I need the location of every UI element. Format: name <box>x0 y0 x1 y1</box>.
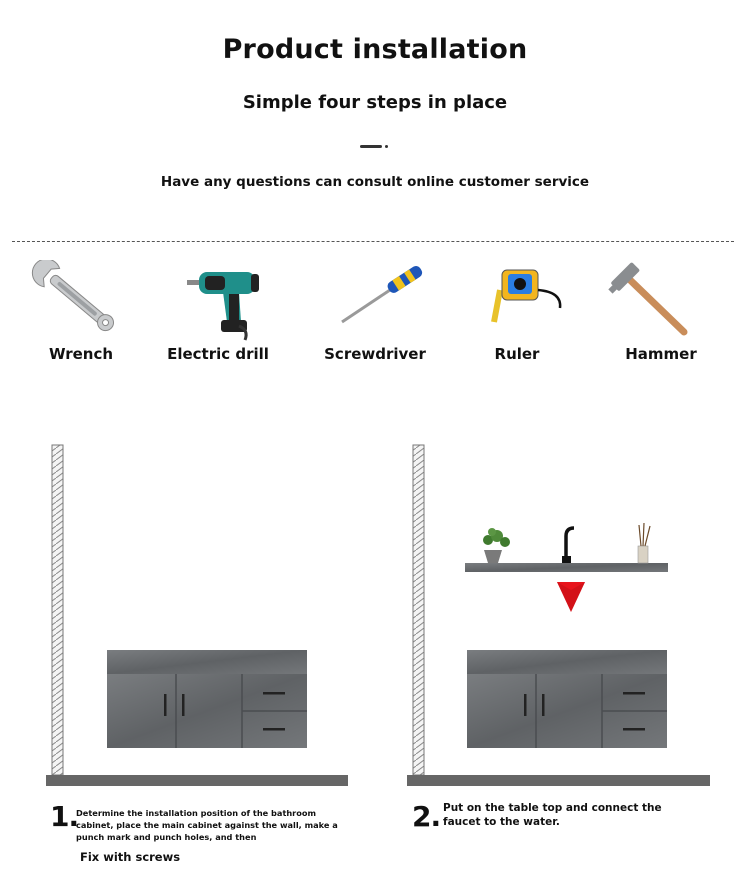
hammer-icon <box>586 260 736 345</box>
screwdriver-icon <box>300 260 450 345</box>
tool-label: Screwdriver <box>324 345 426 363</box>
step-description: Determine the installation position of the bathroom cabinet, place the main cabinet against the wall, make a punch mark and punch holes, and then <box>76 808 338 842</box>
tool-label: Ruler <box>494 345 540 363</box>
tool-hammer <box>586 260 736 370</box>
tape-measure-icon <box>442 260 592 345</box>
step1-illustration <box>46 445 348 786</box>
page-subtitle: Simple four steps in place <box>242 92 508 113</box>
tool-electric-drill <box>143 260 293 370</box>
tool-label: Electric drill <box>167 345 269 363</box>
tool-label: Wrench <box>48 345 114 363</box>
tool-ruler <box>442 260 592 370</box>
page-title: Product installation <box>222 34 528 65</box>
installation-illustrations <box>0 430 750 800</box>
tool-wrench <box>6 260 156 370</box>
step-description: Put on the table top and connect the faucet to the water. <box>443 802 662 828</box>
step-number: 1. <box>50 800 79 833</box>
tool-label: Hammer <box>625 345 697 363</box>
tool-screwdriver <box>300 260 450 370</box>
step-number: 2. <box>412 800 441 833</box>
electric-drill-icon <box>143 260 293 345</box>
step2-illustration <box>407 445 710 786</box>
step-extra-note: Fix with screws <box>80 850 181 864</box>
wrench-icon <box>6 260 156 345</box>
consult-text: Have any questions can consult online customer service <box>160 174 590 190</box>
section-divider <box>12 241 734 242</box>
title-underline-decoration <box>360 145 386 149</box>
